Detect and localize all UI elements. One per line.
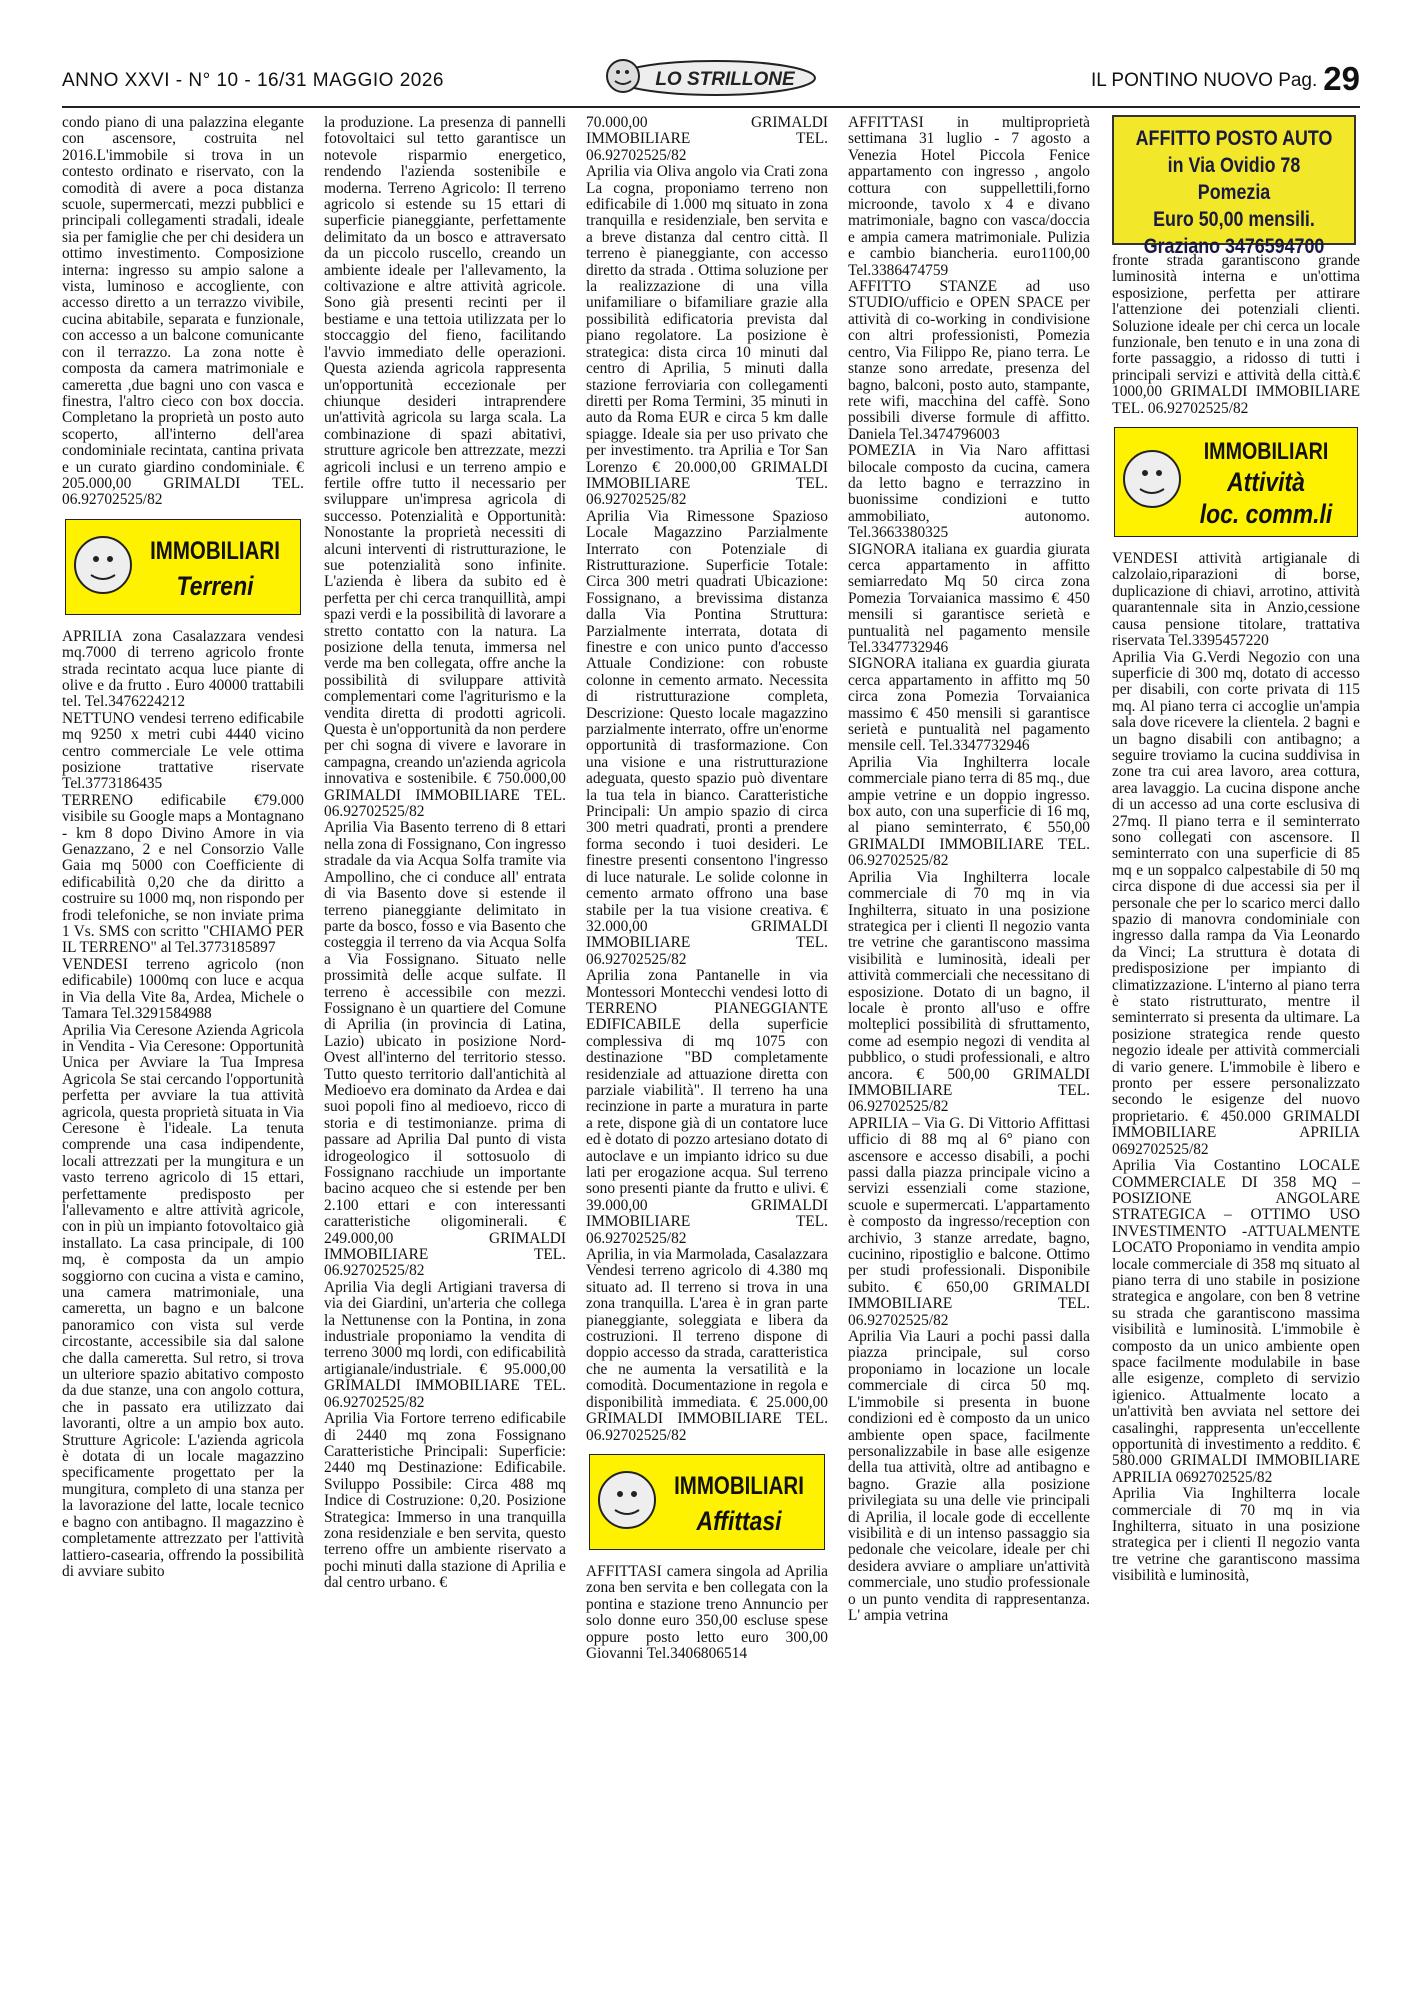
banner-subtitle: Terreni [176, 571, 254, 602]
banner-subtitle: Attività [1227, 467, 1305, 498]
section-banner-attivita [1114, 427, 1358, 537]
ad-listing: POMEZIA in Via Naro affittasi bilocale composto da cucina, camera da letto bagno e terrazzino in buonissime condizioni e tutto ammobiliato, autonomo. Tel.3663380325 [848, 442, 1090, 542]
header-rule [62, 106, 1360, 108]
continued-text: condo piano di una palazzina elegante con ascensore, costruita nel 2016.L'immobile si trova in un contesto ordinato e riservato, con la comodità di avere a poca distanza scuole, supermercati, mezzi pubblici e principali collegamenti stradali, ideale sia per famiglie che per chi desidera un ottimo investimento. Composizione interna: ingresso su ampio salone a vista, luminoso e accogliente, con accesso diretto a un terrazzo vivibile, cucina abitabile, separata e funzionale, con accesso a un balcone comunicante con il terrazzo. La zona notte è composta da camera matrimoniale e cameretta ,due bagni uno con vasca e finestra, l'altro cieco con box doccia. Completano la proprietà un posto auto scoperto, all'interno dell'area condominiale recintata, cantina privata e un curato giardino condominiale. € 205.000,00 GRIMALDI TEL. 06.92702525/82 [62, 115, 304, 509]
column-4 [848, 115, 1090, 1980]
continued-text: 70.000,00 GRIMALDI IMMOBILIARE TEL. 06.92702525/82 [586, 115, 828, 164]
column-3 [586, 115, 828, 1980]
page-label [1091, 60, 1360, 98]
ad-listing: Aprilia via Oliva angolo via Crati zona La cogna, proponiamo terreno non edificabile di 1.000 mq situato in zona tranquilla e residenziale, ben servita e a breve distanza dal centro città. Il terreno è pianeggiante, con accesso diretto da strada . Ottima soluzione per la realizzazione di una villa unifamiliare o bifamiliare grazie alla possibilità edificatoria prevista dal piano regolatore. La posizione è strategica: dista circa 10 minuti dal centro di Aprilia, 5 minuti dalla stazione ferroviaria con collegamenti diretti per Roma Termini, 35 minuti in auto da Roma EUR e circa 5 km dalle spiagge. Ideale sia per uso privato che per investimento. tra Aprilia e Tor San Lorenzo € 20.000,00 GRIMALDI IMMOBILIARE TEL. 06.92702525/82 [586, 163, 828, 509]
section-banner-affittasi [589, 1454, 825, 1550]
banner-title: IMMOBILIARI [150, 535, 280, 565]
banner-title: IMMOBILIARI [1203, 437, 1329, 465]
mascot-icon [75, 537, 131, 593]
column-1 [62, 115, 304, 1980]
banner-subtitle-2: loc. comm.li [1199, 499, 1333, 530]
logo-text: LO STRILLONE [655, 69, 795, 90]
ad-listing: AFFITTASI in multiproprietà settimana 31 luglio - 7 agosto a Venezia Hotel Piccola Fenice appartamento con ingresso , angolo cottura con suppellettili,forno microonde, tavolo x 4 e divano matrimoniale, bagno con vasca/doccia e ampia camera matrimoniale. Pulizia e cambio biancheria. euro1100,00 Tel.3386474759 [848, 115, 1090, 279]
ad-listing: Aprilia, in via Marmolada, Casalazzara Vendesi terreno agricolo di 4.380 mq situato ad. Il terreno si trova in una zona tranquilla. L'area è in gran parte pianeggiante, soleggiata e libera da costruzioni. Il terreno dispone di doppio accesso da strada, caratteristica che ne aumenta la versatilità e la comodità. Documentazione in regola e disponibilità immediata. € 25.000,00 GRIMALDI IMMOBILIARE TEL. 06.92702525/82 [586, 1246, 828, 1444]
ad-listing: TERRENO edificabile €79.000 visibile su Google maps a Montagnano - km 8 dopo Divino Amore in via Genazzano, 2 e nel Consorzio Valle Gaia mq 5000 con Coefficiente di edificabilità 0,20 che da diritto a costruire su 1000 mq, non rispondo per frodi telefoniche, se non inviate prima 1 Vs. SMS con scritto "CHIAMO PER IL TERRENO" al Tel.3773185897 [62, 791, 304, 957]
page-header [62, 54, 1360, 104]
mascot-icon [599, 1472, 655, 1528]
ad-listing: Aprilia Via Lauri a pochi passi dalla piazza principale, sul corso proponiamo in locazione un locale commerciale di circa 50 mq. L'immobile si presenta in buone condizioni ed è composto da un unico ambiente open space, facilmente personalizzabile in base alle esigenze della tua attività, oltre ad antibagno e bagno. Grazie alla posizione privilegiata su una delle vie principali di Aprilia, il locale gode di eccellente visibilità e di un intenso passaggio sia pedonale che veicolare, ideale per chi desidera avviare o ampliare un'attività commerciale, uno studio professionale o un punto vendita di rappresentanza. L' ampia vetrina [848, 1328, 1090, 1624]
ad-listing: AFFITTO STANZE ad uso STUDIO/ufficio e OPEN SPACE per attività di co-working in condivisione con altri professionisti, Pomezia centro, Via Filippo Re, piano terra. Le stanze sono arredate, presenza del bagno, balconi, posto auto, stampante, rete wifi, macchina del caffè. Sono possibili diverse formule di affitto. Daniela Tel.3474796003 [848, 278, 1090, 443]
continued-text: la produzione. La presenza di pannelli fotovoltaici sul tetto garantisce un notevole risparmio energetico, rendendo l'azienda sostenibile e moderna. Terreno Agricolo: Il terreno agricolo si estende su 15 ettari di superficie pianeggiante, perfettamente delimitato da un bosco e attraversato da un piccolo ruscello, creando un ambiente ideale per l'allevamento, la coltivazione e altre attività agricole. Sono già presenti recinti per il bestiame e una tettoia utilizzata per lo stoccaggio del fieno, facilitando l'avvio immediato delle operazioni. Questa azienda agricola rappresenta un'opportunità eccezionale per chiunque desideri intraprendere un'attività agricola su larga scala. La combinazione di spazi abitativi, strutture agricole ben attrezzate, mezzi agricoli inclusi e un terreno ampio e fertile offre tutto il necessario per sviluppare un'impresa agricola di successo. Potenzialità e Opportunità: Nonostante la proprietà necessiti di alcuni interventi di ristrutturazione, le sue potenzialità sono infinite. L'azienda è libera da subito ed è perfetta per chi cerca tranquillità, ampi spazi verdi e la possibilità di lavorare a stretto contatto con la natura. La posizione della tenuta, immersa nel verde ma ben collegata, offre anche la possibilità di sviluppare attività complementari come l'agriturismo e la vendita diretta di prodotti agricoli. Questa è un'opportunità da non perdere per chi sogna di vivere e lavorare in campagna, creando un'azienda agricola innovativa e sostenibile. € 750.000,00 GRIMALDI IMMOBILIARE TEL. 06.92702525/82 [324, 115, 566, 821]
ad-listing: Aprilia Via Costantino LOCALE COMMERCIALE DI 358 MQ – POSIZIONE ANGOLARE STRATEGICA – OTTIMO USO INVESTIMENTO -ATTUALMENTE LOCATO Proponiamo in vendita ampio locale commerciale di 358 mq situato al piano terra di uno stabile in posizione strategica e angolare, con ben 8 vetrine su strada che garantiscono massima visibilità e luminosità. L'immobile è composto da un unico ambiente open space facilmente modulabile in base alle esigenze, completo di servizio igienico. Attualmente locato a un'attività ben avviata nel settore dei casalinghi, rappresenta un'eccellente opportunità di investimento a reddito. € 580.000 GRIMALDI IMMOBILIARE APRILIA 0692702525/82 [1112, 1157, 1360, 1486]
ad-listing: APRILIA – Via G. Di Vittorio Affittasi ufficio di 88 mq al 6° piano con ascensore e accesso disabili, a pochi passi dalla piazza principale vicino a servizi essenziali come stazione, scuole e supermercati. L'appartamento è composto da ingresso/reception con archivio, 3 stanze arredate, bagno, cucinino, ripostiglio e balcone. Ottimo per studi professionali. Disponibile subito. € 650,00 GRIMALDI IMMOBILIARE TEL. 06.92702525/82 [848, 1114, 1090, 1329]
column-2 [324, 115, 566, 1980]
ad-listing: Aprilia zona Pantanelle in via Montessori Montecchi vendesi lotto di TERRENO PIANEGGIANTE EDIFICABILE della superficie complessiva di mq 1075 con destinazione "BD completamente residenziale ad attuazione diretta con parziale viabilità". Il terreno ha una recinzione in parte a muratura in parte a rete, dispone già di un contatore luce ed è dotato di pozzo artesiano dotato di autoclave e un impianto idrico su due lati per erogazione acqua. Sul terreno sono presenti piante da frutto e ulivi. € 39.000,00 GRIMALDI IMMOBILIARE TEL. 06.92702525/82 [586, 967, 828, 1247]
parking-ad-box [1112, 115, 1356, 258]
ad-listing: Aprilia Via Ceresone Azienda Agricola in Vendita - Via Ceresone: Opportunità Unica per Avviare la Tua Impresa Agricola Se stai cercando l'opportunità perfetta per avviare la tua attività agricola, questa proprietà situata in Via Ceresone è l'ideale. La tenuta comprende una casa indipendente, locali attrezzati per la mungitura e un vasto terreno agricolo di 15 ettari, perfettamente predisposto per l'allevamento e altre attività agricole, con in più un impianto fotovoltaico già installato. La casa principale, di 100 mq, è composta da un ampio soggiorno con cucina a vista e camino, una camera matrimoniale, una cameretta, un bagno e un balcone panoramico con vista sul verde circostante, accessibile sia dal salone che dalla cameretta. Sul retro, si trova un ulteriore spazio abitativo composto da due stanze, una con angolo cottura, che in passato era utilizzato dai lavoranti, oltre a un ampio box auto. Strutture Agricole: L'azienda agricola è dotata di un locale magazzino specificamente progettato per la mungitura, completo di una stanza per la lavorazione del latte, locale tecnico e bagno con antibagno. Il magazzino è completamente attrezzato per l'attività lattiero-casearia, offrendo la possibilità di avviare subito [62, 1021, 304, 1580]
page-number: 29 [1323, 60, 1360, 97]
mascot-icon [1124, 451, 1180, 507]
ad-listing: Aprilia Via Inghilterra locale commerciale piano terra di 85 mq., due ampie vetrine e un doppio ingresso. box auto, con una superficie di 16 mq, al piano seminterrato, € 550,00 GRIMALDI IMMOBILIARE TEL. 06.92702525/82 [848, 753, 1090, 870]
section-banner-terreni [65, 519, 301, 615]
ad-listing: VENDESI terreno agricolo (non edificabile) 1000mq con luce e acqua in Via della Vite 8a, Ardea, Michele o Tamara Tel.3291584988 [62, 955, 304, 1023]
ad-listing: Aprilia Via Inghilterra locale commerciale di 70 mq in via Inghilterra, situato in una posizione strategica per i clienti Il negozio vanta tre vetrine che garantiscono massima visibilità e luminosità, ideali per attività commerciali che necessitano di esposizione. Dotato di un bagno, il locale è pronto all'uso e offre molteplici possibilità di sfruttamento, come ad esempio negozi di vendita al pubblico, o studi professionali, e altro ancora. € 500,00 GRIMALDI IMMOBILIARE TEL. 06.92702525/82 [848, 868, 1090, 1116]
ad-listing: Aprilia Via Rimessone Spazioso Locale Magazzino Parzialmente Interrato con Potenziale di Ristrutturazione. Superficie Totale: Circa 300 metri quadrati Ubicazione: Fossignano, a brevissima distanza dalla Via Pontina Struttura: Parzialmente interrata, dotata di finestre e con unico punto d'accesso Attuale Condizione: con robuste colonne in cemento armato. Necessita di ristrutturazione completa, Descrizione: Questo locale magazzino parzialmente interrato, offre un'enorme opportunità di trasformazione. Con una visione e una ristrutturazione adeguata, questo spazio può diventare la tua tela in bianco. Caratteristiche Principali: Un ampio spazio di circa 300 metri quadrati, pronti a prendere forma secondo i tuoi desideri. Le finestre presenti consentono l'ingresso di luce naturale. Le solide colonne in cemento armato offrono una base stabile per la tua visione creativa. € 32.000,00 GRIMALDI IMMOBILIARE TEL. 06.92702525/82 [586, 507, 828, 968]
ad-listing: APRILIA zona Casalazzara vendesi mq.7000 di terreno agricolo fronte strada recintato acqua luce piante di olive e da frutto . Euro 40000 trattabili tel. Tel.3476224212 [62, 627, 304, 711]
newspaper-logo [597, 54, 827, 100]
issue-info: ANNO XXVI - N° 10 - 16/31 MAGGIO 2026 [62, 70, 444, 91]
continued-text: fronte strada garantiscono grande luminosità interna e un'ottima esposizione, perfetta per attirare l'attenzione dei potenziali clienti. Soluzione ideale per chi cerca un locale funzionale, ben tenuto e in una zona di forte passaggio, a ridosso di tutti i principali servizi e attività della città.€ 1000,00 GRIMALDI IMMOBILIARE TEL. 06.92702525/82 [1112, 252, 1360, 417]
publication-name: IL PONTINO NUOVO Pag. [1090, 70, 1318, 91]
box-ad-line: in Via Ovidio 78 Pomezia [1167, 154, 1301, 204]
ad-listing: NETTUNO vendesi terreno edificabile mq 9250 x metri cubi 4440 vicino centro commerciale Le vele ottima posizione trattative riservate Tel.3773186435 [62, 709, 304, 793]
box-ad-line: Euro 50,00 mensili. [1153, 208, 1315, 231]
ad-listing: Aprilia Via Fortore terreno edificabile di 2440 mq zona Fossignano Caratteristiche Principali: Superficie: 2440 mq Destinazione: Edificabile. Sviluppo Possibile: Circa 488 mq Indice di Costruzione: 0,20. Posizione Strategica: Immerso in una tranquilla zona residenziale e ben servita, questo terreno offre un ambiente riservato a pochi minuti dalla stazione di Aprilia e dal centro urbano. € [324, 1410, 566, 1592]
ad-listing: SIGNORA italiana ex guardia giurata cerca appartamento in affitto mq 50 circa zona Pomezia Torvaianica massimo € 450 mensili si garantisce serietà e puntualità nel pagamento mensile cell. Tel.3347732946 [848, 655, 1090, 755]
column-5 [1112, 115, 1360, 1980]
ad-listing: Aprilia Via Basento terreno di 8 ettari nella zona di Fossignano, Con ingresso stradale da via Acqua Solfa tramite via Ampollino, che ci conduce all' entrata di via Basento dove si estende il terreno pianeggiante delimitato in parte da bosco, fosso e via Basento che costeggia il terreno da via Acqua Solfa a Via Fossignano. Situato nelle prossimità delle acque sulfate. Il terreno è accessibile con mezzi. Fossignano è un quartiere del Comune di Aprilia (in provincia di Latina, Lazio) ubicato in posizione Nord-Ovest all'interno del territorio stesso. Tutto questo territorio dall'antichità al Medioevo era dominato da Ardea e dai suoi popoli fino al medioevo, ricco di storia e di testimonianze. prima di passare ad Aprilia Dal punto di vista idrogeologico il sottosuolo di Fossignano racchiude un importante bacino acqueo che si estende per ben 2.100 ettari e con interessanti caratteristiche oligominerali. € 249.000,00 GRIMALDI IMMOBILIARE TEL. 06.92702525/82 [324, 819, 566, 1280]
ad-listing: Aprilia Via degli Artigiani traversa di via dei Giardini, un'arteria che collega la Nettunense con la Pontina, in zona industriale proponiamo la vendita di terreno 3000 mq lordi, con edificabilità artigianale/industriale. € 95.000,00 GRIMALDI IMMOBILIARE TEL. 06.92702525/82 [324, 1278, 566, 1411]
ad-listing: Aprilia Via Inghilterra locale commerciale di 70 mq in via Inghilterra, situato in una posizione strategica per i clienti Il negozio vanta tre vetrine che garantiscono massima visibilità e luminosità, [1112, 1485, 1360, 1585]
ad-listing: AFFITTASI camera singola ad Aprilia zona ben servita e ben collegata con la pontina e stazione treno Annuncio per solo donne euro 350,00 escluse spese oppure posto letto euro 300,00 Giovanni Tel.3406806514 [586, 1562, 828, 1662]
banner-title: IMMOBILIARI [674, 1470, 804, 1500]
banner-subtitle: Affittasi [696, 1506, 782, 1537]
box-ad-line: Graziano 3476594700 [1143, 235, 1325, 258]
ad-listing: VENDESI attività artigianale di calzolaio,riparazioni di borse, duplicazione di chiavi, arrotino, attività quarantennale sita in Anzio,cessione causa pensione titolare, trattativa riservata Tel.3395457220 [1112, 550, 1360, 650]
ad-listing: SIGNORA italiana ex guardia giurata cerca appartamento in affitto semiarredato Mq 50 circa zona Pomezia Torvaianica massimo € 450 mensili si garantisce serietà e puntualità nel pagamento mensile Tel.3347732946 [848, 540, 1090, 656]
box-ad-line: AFFITTO POSTO AUTO [1135, 127, 1333, 150]
ad-listing: Aprilia Via G.Verdi Negozio con una superficie di 300 mq, dotato di accesso per disabili, con corte privata di 115 mq. Al piano terra ci accoglie un'ampia sala dove ricevere la clientela. 2 bagni e un bagno disabili con antibagno; a seguire troviamo la cucina suddivisa in zone tra cui area lavoro, area cottura, area lavaggio. La cucina dispone anche di un accesso ad una corte esclusiva di 27mq. Il piano terra e il seminterrato sono collegati con ascensore. Il seminterrato con una superficie di 85 mq e un soppalco calpestabile di 50 mq circa dispone di due accessi sia per il personale che per lo scarico merci dallo spazio di manovra condominiale con ingresso dalla rampa da Via Leonardo da Vinci; La struttura è dotata di predisposizione per impianto di climatizzazione. L'interno al piano terra è stato ristrutturato, mentre il seminterrato si presenta da ultimare. La posizione strategica rende questo negozio ideale per attività commerciali di vario genere. L'immobile è libero e pronto per essere personalizzato secondo le esigenze del nuovo proprietario. € 450.000 GRIMALDI IMMOBILIARE APRILIA 0692702525/82 [1112, 648, 1360, 1158]
